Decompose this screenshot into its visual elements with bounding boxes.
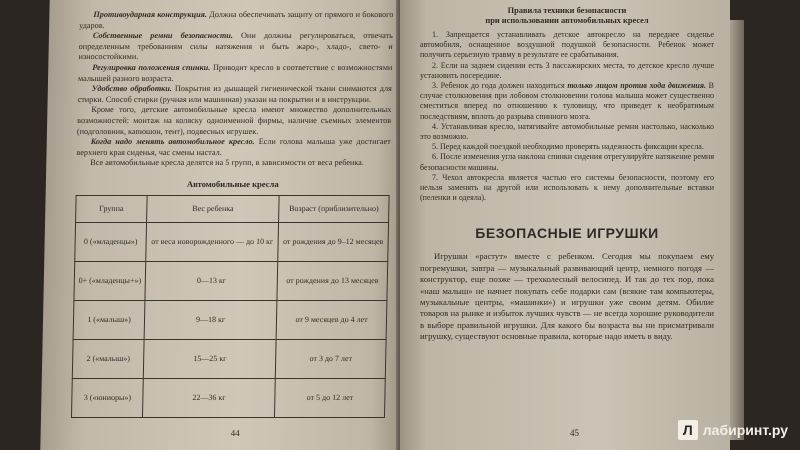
safety-rules-list bbox=[420, 30, 714, 203]
right-page bbox=[400, 0, 730, 450]
rule-text-continued: В случае столкновения при лобовом столкновении голова малыша может существенно сместиться вперед по отношению к туловищу, что приведет к необратимым последствиям, вплоть до разрыва спинного мозга. bbox=[420, 81, 714, 121]
table-cell: от веса новорожденного — до 10 кг bbox=[146, 222, 279, 261]
rule-text: 6. После изменения угла наклона спинки сидения отрегулируйте натяжение ремня безопасности машины. bbox=[420, 152, 714, 172]
table-cell: 22—36 кг bbox=[143, 378, 276, 417]
paragraph bbox=[76, 158, 390, 169]
rules-title-line-1: Правила техники безопасности bbox=[507, 6, 627, 15]
table-cell: 15—25 кг bbox=[143, 339, 276, 378]
safety-rule bbox=[420, 81, 714, 122]
left-page bbox=[40, 0, 407, 450]
table-cell: 0 («младенцы») bbox=[75, 222, 147, 261]
table-cell: от 9 месяцев до 4 лет bbox=[276, 300, 387, 339]
paragraph bbox=[78, 84, 392, 105]
table-body bbox=[71, 222, 388, 417]
rules-title-line-2: при использовании автомобильных кресел bbox=[485, 16, 649, 25]
paragraph-lead: Когда надо менять автомобильное кресло. bbox=[90, 137, 255, 147]
rule-text: 5. Перед каждой поездкой необходимо проверять надежность фиксации кресла. bbox=[432, 142, 704, 152]
paragraph-text: Если голова малыша уже достигает верхнего края сиденья, час смены настал. bbox=[76, 137, 391, 157]
rule-text: 4. Устанавливая кресло, натягивайте автомобильные ремни настолько, насколько это возможно. bbox=[420, 121, 714, 142]
car-seat-table bbox=[71, 195, 390, 418]
paragraph bbox=[76, 137, 390, 158]
paragraph bbox=[77, 105, 392, 137]
labirint-logo-icon: Л bbox=[678, 420, 698, 440]
watermark bbox=[678, 420, 788, 440]
paragraph-text: Кроме того, детские автомобильные кресла имеют множество дополнительных возможностей: монтаж на коляску одноименной фирмы, наличие съемных элементов (подголовник, капюшон, тент), подвесных игрушек. bbox=[76, 105, 392, 136]
paragraph bbox=[78, 63, 392, 84]
table-row bbox=[74, 261, 388, 300]
rule-text: 1. Запрещается устанавливать детское автокресло на переднее сиденье автомобиля, оснащенное воздушной подушкой безопасности. Ребенок может получить серьезную травму в результате ее срабатывания. bbox=[420, 30, 714, 60]
table-cell: 1 («малыш») bbox=[73, 300, 145, 339]
paragraph-text: Приводит кресло в соответствие с возможностями малышей разного возраста. bbox=[77, 62, 393, 83]
rule-text: 2. Если на заднем сидении есть 3 пассажирских места, то детское кресло лучше установить посередине. bbox=[420, 60, 714, 80]
safety-rule bbox=[420, 173, 714, 204]
left-page-text bbox=[76, 10, 393, 169]
safety-rule bbox=[420, 30, 714, 61]
rule-text: 3. Ребенок до года должен находиться bbox=[432, 81, 568, 91]
rule-text: 7. Чехол автокресла является частью его системы безопасности, поэтому его нельзя заменять на другой или использовать к нему дополнительные вставки (пеленки и одеяла). bbox=[420, 172, 714, 203]
watermark-text: лабиринт.ру bbox=[702, 422, 788, 438]
table-cell: от рождения до 13 месяцев bbox=[277, 261, 388, 300]
section-heading: БЕЗОПАСНЫЕ ИГРУШКИ bbox=[475, 225, 659, 242]
safety-rule bbox=[420, 61, 714, 81]
paragraph bbox=[78, 31, 393, 63]
table-header-cell: Возраст (приблизительно) bbox=[279, 195, 389, 222]
table-cell: 9—18 кг bbox=[144, 300, 277, 339]
paragraph-lead: Собственные ремни безопасности. bbox=[92, 31, 234, 41]
page-number-right: 45 bbox=[570, 428, 579, 438]
paragraph-text: Должна обеспечивать защиту от прямого и бокового ударов. bbox=[79, 10, 394, 30]
table-title: Автомобильные кресла bbox=[186, 178, 279, 189]
table-header-row bbox=[76, 195, 390, 222]
table-row bbox=[72, 339, 386, 378]
paragraph-text: Все автомобильные кресла делятся на 5 групп, в зависимости от веса ребенка. bbox=[90, 158, 364, 168]
safety-rule bbox=[420, 142, 714, 152]
table-row bbox=[73, 300, 387, 339]
table-header-cell: Группа bbox=[76, 195, 148, 222]
table-row bbox=[75, 222, 389, 261]
table-cell: 2 («малыш») bbox=[72, 339, 144, 378]
paragraph-lead: Регулировка положения спинки. bbox=[92, 62, 211, 72]
table-cell: 3 («юниоры») bbox=[71, 378, 143, 417]
safety-rule bbox=[420, 122, 714, 142]
table-cell: от 3 до 7 лет bbox=[275, 339, 386, 378]
table-cell: от 5 до 12 лет bbox=[275, 378, 386, 417]
page-number-left: 44 bbox=[230, 428, 240, 438]
table-cell: от рождения до 9–12 месяцев bbox=[278, 222, 389, 261]
paragraph bbox=[79, 10, 393, 31]
paragraph-lead: Противоударная конструкция. bbox=[93, 10, 208, 19]
page-stack-edge bbox=[730, 20, 744, 440]
table-cell: 0+ («младенцы+») bbox=[74, 261, 146, 300]
safety-rule bbox=[420, 152, 714, 172]
paragraph-lead: Удобство обработки. bbox=[91, 84, 172, 94]
rule-emphasis: только лицом против хода движения. bbox=[567, 81, 706, 91]
toys-paragraph: Игрушки «растут» вместе с ребенком. Сегодня мы покупаем ему погремушки, завтра — музыкальный развивающий центр, немного погодя — конструктор, еще позже — трехколесный велосипед. И так до тех пор, пока «наш малыш» не начнет покупать себе подарки сам (всякие там компьютеры, музыкальные центры, «машинки») и игрушки уже своим детям. Обилие товаров на рынке и избыток лучших чувств — не всегда хорошие руководители в выборе правильной игрушки. Для какого бы возраста вы ни присматривали игрушку, существуют основные правила, которые надо иметь в виду. bbox=[420, 251, 714, 342]
table-row bbox=[71, 378, 385, 417]
table-cell: 0—13 кг bbox=[145, 261, 278, 300]
paragraph-text: Они должны регулироваться, отвечать определенным требованиям силы натяжения и быть жаро-, хладо-, свето- и износостойкими. bbox=[78, 31, 394, 62]
table-header-cell: Вес ребенка bbox=[147, 195, 280, 222]
paragraph-text: Покрытия из дышащей гигиенической ткани снимаются для стирки. Способ стирки (ручная или машинная) указан на покрытии и в инструкции. bbox=[77, 84, 392, 104]
